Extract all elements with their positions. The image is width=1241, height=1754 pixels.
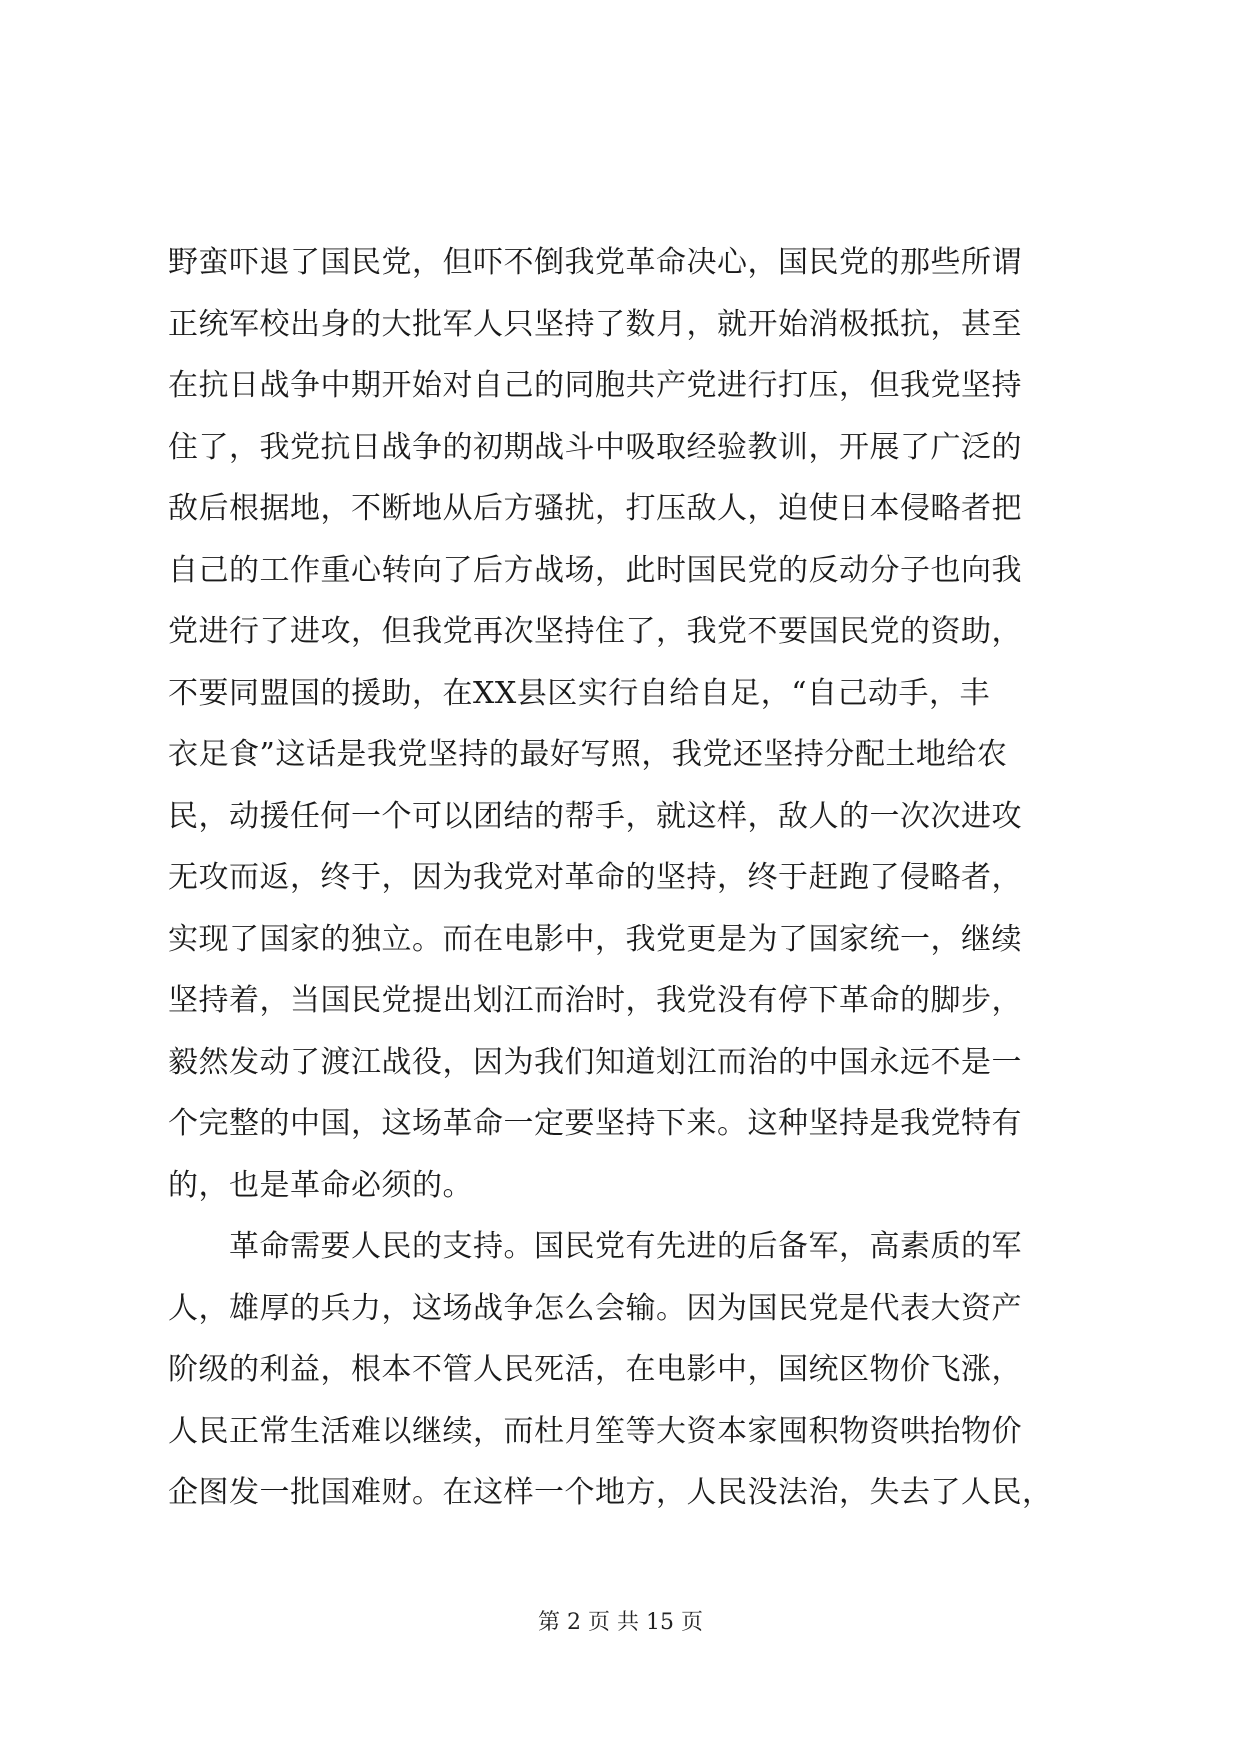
text-line: 实现了国家的独立。而在电影中，我党更是为了国家统一，继续	[168, 921, 1022, 957]
text-line: 衣足食”这话是我党坚持的最好写照，我党还坚持分配土地给农	[168, 737, 1008, 772]
text-line: 人民正常生活难以继续，而杜月笙等大资本家囤积物资哄抬物价	[168, 1413, 1022, 1449]
page-footer: 第 2 页 共 15 页	[538, 1610, 703, 1635]
text-line: 党进行了进攻，但我党再次坚持住了，我党不要国民党的资助，	[168, 614, 1022, 649]
text-line: 民，动援任何一个可以团结的帮手，就这样，敌人的一次次进攻	[168, 798, 1022, 834]
paragraph	[168, 1216, 1088, 1524]
text-line: 革命需要人民的支持。国民党有先进的后备军，高素质的军	[229, 1229, 1022, 1264]
body-text	[168, 232, 1088, 1524]
text-line: 的，也是革命必须的。	[168, 1167, 473, 1203]
text-line: 个完整的中国，这场革命一定要坚持下来。这种坚持是我党特有	[168, 1106, 1022, 1141]
text-line: 野蛮吓退了国民党，但吓不倒我党革命决心，国民党的那些所谓	[168, 245, 1022, 280]
text-line: 企图发一批国难财。在这样一个地方，人民没法治，失去了人民，	[168, 1475, 1053, 1510]
text-line: 毅然发动了渡江战役，因为我们知道划江而治的中国永远不是一	[168, 1044, 1022, 1080]
text-line: 自己的工作重心转向了后方战场，此时国民党的反动分子也向我	[168, 552, 1022, 588]
text-line: 人，雄厚的兵力，这场战争怎么会输。因为国民党是代表大资产	[168, 1290, 1022, 1326]
text-line: 不要同盟国的援助，在XX县区实行自给自足，“自己动手，丰	[168, 675, 991, 711]
text-line: 无攻而返，终于，因为我党对革命的坚持，终于赶跑了侵略者，	[168, 860, 1022, 895]
text-line: 正统军校出身的大批军人只坚持了数月，就开始消极抵抗，甚至	[168, 306, 1022, 342]
text-line: 在抗日战争中期开始对自己的同胞共产党进行打压，但我党坚持	[168, 368, 1022, 403]
text-line: 坚持着，当国民党提出划江而治时，我党没有停下革命的脚步，	[168, 983, 1022, 1018]
text-line: 阶级的利益，根本不管人民死活，在电影中，国统区物价飞涨，	[168, 1352, 1022, 1387]
paragraph	[168, 232, 1088, 1216]
text-line: 住了，我党抗日战争的初期战斗中吸取经验教训，开展了广泛的	[168, 429, 1022, 465]
text-line: 敌后根据地，不断地从后方骚扰，打压敌人，迫使日本侵略者把	[168, 491, 1022, 526]
